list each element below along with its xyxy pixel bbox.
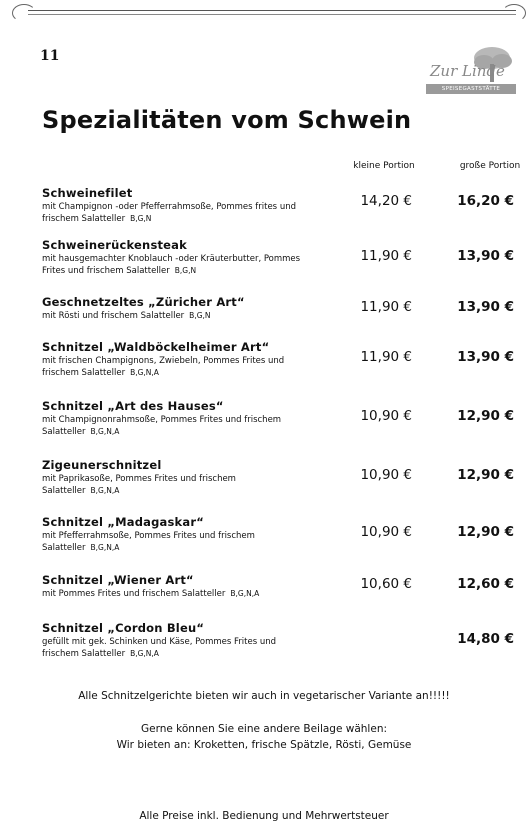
- item-description: mit frischen Champignons, Zwiebeln, Pommes Frites und frischem Salatteller B,G,N,A: [42, 356, 285, 378]
- price-large-portion: 16,20 €: [457, 193, 514, 209]
- menu-item: [42, 399, 518, 438]
- price-large-portion: 13,90 €: [457, 248, 514, 264]
- menu-item: [42, 186, 518, 225]
- item-description: mit Pfefferrahmsoße, Pommes Frites und frischem Salatteller B,G,N,A: [42, 531, 255, 553]
- price-small-portion: 11,90 €: [360, 349, 412, 365]
- item-allergens: B,G,N: [174, 266, 197, 275]
- vegetarian-note: Alle Schnitzelgerichte bieten wir auch in vegetarischer Variante an!!!!!: [78, 690, 450, 702]
- item-name: Schnitzel „Art des Hauses“: [42, 399, 224, 413]
- price-small-portion: 10,90 €: [360, 524, 412, 540]
- item-allergens: B,G,N,A: [90, 427, 120, 436]
- item-name: Geschnetzeltes „Züricher Art“: [42, 295, 245, 309]
- price-large-portion: 12,60 €: [457, 576, 514, 592]
- item-allergens: B,G,N: [130, 214, 152, 223]
- frame-curl-right-icon: [502, 4, 526, 22]
- item-description: mit Champignon -oder Pfefferrahmsoße, Pommes frites und frischem Salatteller B,G,N: [42, 202, 296, 224]
- item-name: Schnitzel „Wiener Art“: [42, 573, 194, 587]
- item-allergens: B,G,N,A: [130, 649, 159, 658]
- price-large-portion: 12,90 €: [457, 524, 514, 540]
- item-description: mit Paprikasoße, Pommes Frites und frischem Salatteller B,G,N,A: [42, 474, 236, 496]
- price-large-portion: 13,90 €: [457, 299, 514, 315]
- prices-note: Alle Preise inkl. Bedienung und Mehrwertsteuer: [139, 810, 389, 822]
- price-small-portion: 11,90 €: [360, 248, 412, 264]
- price-large-portion: 13,90 €: [457, 349, 514, 365]
- frame-curl-left-icon: [12, 4, 36, 22]
- item-description: mit Rösti und frischem Salatteller B,G,N: [42, 311, 211, 321]
- item-name: Schweinerückensteak: [42, 238, 187, 252]
- logo-subtitle: SPEISEGASTSTÄTTE: [426, 84, 516, 94]
- item-allergens: B,G,N,A: [90, 486, 120, 495]
- menu-item: [42, 458, 518, 497]
- price-large-portion: 12,90 €: [457, 467, 514, 483]
- menu-item: [42, 515, 518, 554]
- item-description: mit Pommes Frites und frischem Salatteller B,G,N,A: [42, 589, 260, 599]
- menu-item: [42, 573, 518, 600]
- menu-item: [42, 340, 518, 379]
- page-frame-top: [28, 10, 516, 31]
- item-name: Schnitzel „Madagaskar“: [42, 515, 204, 529]
- price-small-portion: 10,90 €: [360, 467, 412, 483]
- price-small-portion: 11,90 €: [360, 299, 412, 315]
- item-name: Schweinefilet: [42, 186, 133, 200]
- logo-script-text: Zur Linde: [430, 62, 505, 80]
- item-allergens: B,G,N,A: [90, 543, 120, 552]
- item-description: mit Champignonrahmsoße, Pommes Frites und frischem Salatteller B,G,N,A: [42, 415, 282, 437]
- page-title: Spezialitäten vom Schwein: [42, 106, 412, 134]
- price-large-portion: 14,80 €: [457, 631, 514, 647]
- menu-item: [42, 621, 518, 660]
- item-name: Zigeunerschnitzel: [42, 458, 162, 472]
- sides-note-line-1: Gerne können Sie eine andere Beilage wählen:: [140, 723, 388, 735]
- menu-item: [42, 295, 518, 322]
- item-allergens: B,G,N: [189, 311, 211, 320]
- item-allergens: B,G,N,A: [230, 589, 260, 598]
- price-large-portion: 12,90 €: [457, 408, 514, 424]
- price-small-portion: 14,20 €: [360, 193, 412, 209]
- page-number: 11: [40, 48, 60, 64]
- restaurant-logo: [424, 44, 518, 98]
- item-description: gefüllt mit gek. Schinken und Käse, Pommes Frites und frischem Salatteller B,G,N,A: [42, 637, 277, 659]
- price-small-portion: 10,60 €: [360, 576, 412, 592]
- item-name: Schnitzel „Waldböckelheimer Art“: [42, 340, 270, 354]
- item-name: Schnitzel „Cordon Bleu“: [42, 621, 205, 635]
- price-small-portion: 10,90 €: [360, 408, 412, 424]
- menu-item: [42, 238, 518, 277]
- item-allergens: B,G,N,A: [130, 368, 159, 377]
- column-header-small-portion: kleine Portion: [353, 161, 415, 171]
- item-description: mit hausgemachter Knoblauch -oder Kräuterbutter, Pommes Frites und frischem Salatteller B,G,N: [42, 254, 301, 276]
- sides-note-line-2: Wir bieten an: Kroketten, frische Spätzle, Rösti, Gemüse: [116, 739, 412, 751]
- column-header-large-portion: große Portion: [459, 161, 521, 171]
